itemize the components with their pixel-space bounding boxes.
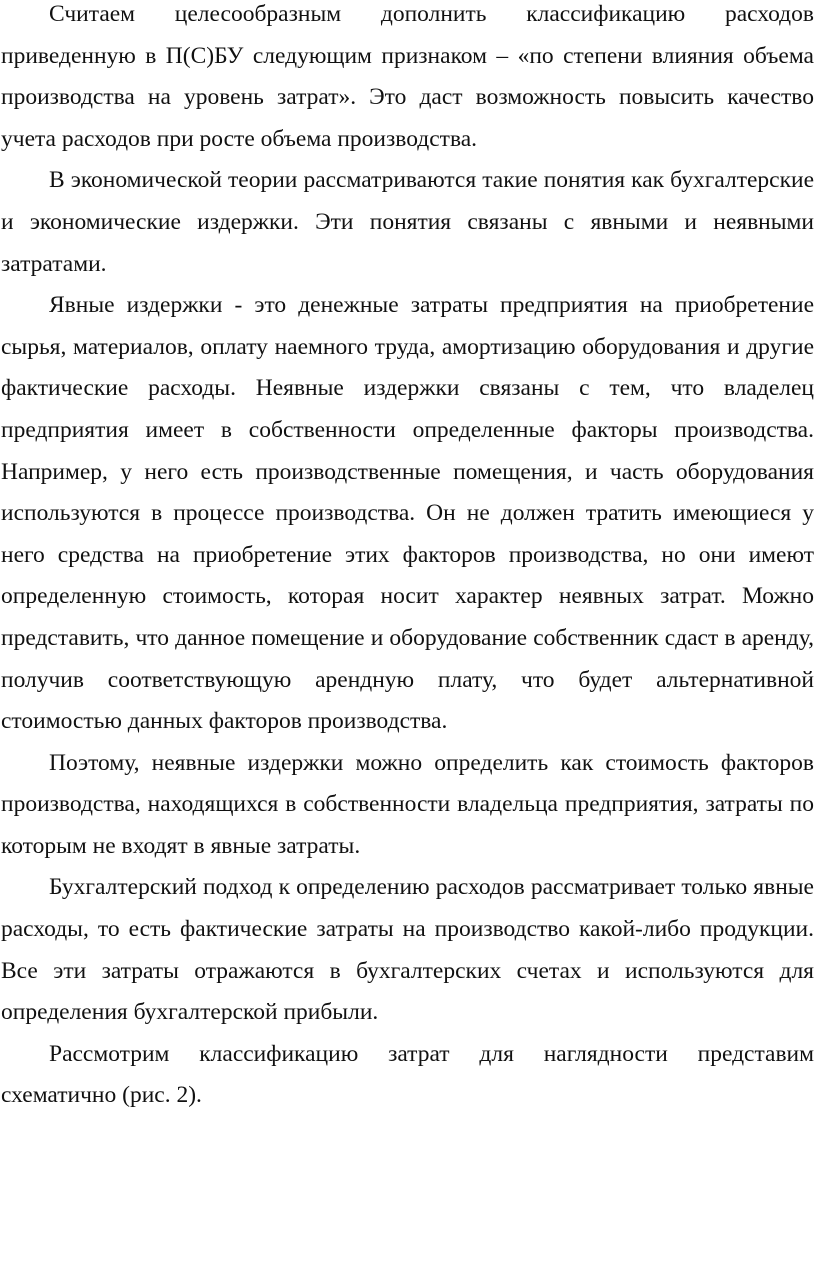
paragraph-economic-theory: В экономической теории рассматриваются такие понятия как бухгалтерские и экономические издержки. Эти понятия связаны с явными и неявными затратами. <box>1 167 814 277</box>
paragraph-implicit-costs: Поэтому, неявные издержки можно определить как стоимость факторов производства, находящихся в собственности владельца предприятия, затраты по которым не входят в явные затраты. <box>1 749 814 859</box>
paragraph-accounting-approach: Бухгалтерский подход к определению расходов рассматривает только явные расходы, то есть фактические затраты на производство какой-либо продукции. Все эти затраты отражаются в бухгалтерских счетах и используются для определения бухгалтерской прибыли. <box>1 874 814 1026</box>
paragraph-explicit-costs: Явные издержки - это денежные затраты предприятия на приобретение сырья, материалов, оплату наемного труда, амортизацию оборудования и другие фактические расходы. Неявные издержки связаны с тем, что владелец предприятия имеет в собственности определенные факторы производства. Например, у него есть производственные помещения, и часть оборудования используются в процессе производства. Он не должен тратить имеющиеся у него средства на приобретение этих факторов производства, но они имеют определенную стоимость, которая носит характер неявных затрат. Можно представить, что данное помещение и оборудование собственник сдаст в аренду, получив соответствующую арендную плату, что будет альтернативной стоимостью данных факторов производства. <box>1 292 814 735</box>
paragraph-classification-scheme: Рассмотрим классификацию затрат для наглядности представим схематично (рис. 2). <box>1 1040 814 1109</box>
paragraph-expense-classification: Считаем целесообразным дополнить классификацию расходов приведенную в П(С)БУ следующим признаком – «по степени влияния объема производства на уровень затрат». Это даст возможность повысить качество учета расходов при росте объема производства. <box>1 1 814 152</box>
